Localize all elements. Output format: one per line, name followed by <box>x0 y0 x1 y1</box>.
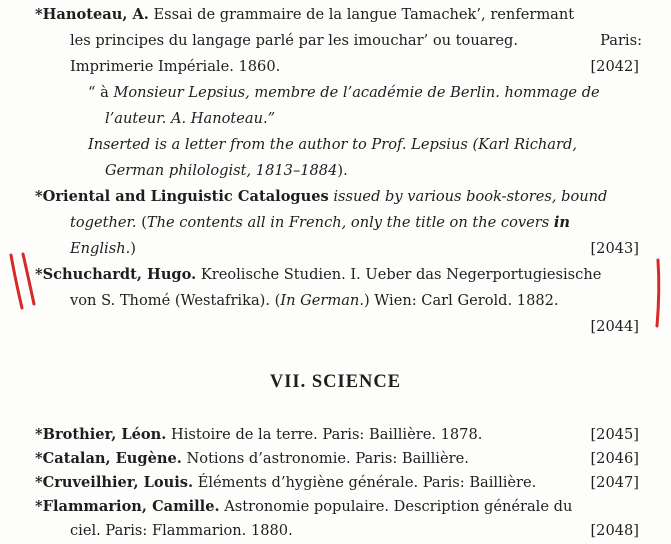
entry-name: *Flammarion, Camille. <box>35 498 220 515</box>
entry-number: [2045] <box>590 426 639 443</box>
entry-number: [2047] <box>590 474 639 491</box>
entry-text: Éléments d’hygiène générale. Paris: Baillière. <box>197 474 537 491</box>
marker-stroke-3 <box>657 260 659 326</box>
entry-2042-dedication-2 <box>0 106 671 132</box>
dedication-quote: “ à <box>88 84 114 101</box>
entry-number: [2048] <box>590 522 639 539</box>
dedication-text: Monsieur Lepsius, membre de l’académie de Berlin. hommage de <box>113 84 600 101</box>
entry-2044-line-1 <box>0 262 671 288</box>
entry-2044-line-2 <box>0 288 671 314</box>
entry-name: *Hanoteau, A. <box>35 6 149 23</box>
entry-2043-line-3 <box>0 236 671 262</box>
entry-text: English. <box>70 240 131 257</box>
entry-text: issued by various book-stores, bound <box>333 188 608 205</box>
entry-text: les principes du langage parlé par les imouchar’ ou touareg. <box>70 32 519 49</box>
entry-text: ) <box>130 240 136 257</box>
entry-text: ( <box>141 214 147 231</box>
entry-number: [2042] <box>590 58 639 75</box>
marker-stroke-2 <box>23 254 34 304</box>
entry-name: *Catalan, Eugène. <box>35 450 182 467</box>
entry-number: [2044] <box>590 318 639 335</box>
entry-text: The contents all in French, only the title on the covers <box>146 214 550 231</box>
entry-name: *Oriental and Linguistic Catalogues <box>35 188 329 205</box>
entry-text: Kreolische Studien. I. Ueber das Negerportugiesische <box>200 266 602 283</box>
dedication-text: l’auteur. A. Hanoteau.” <box>105 110 276 127</box>
note-text: ). <box>337 162 348 179</box>
entry-2042-note-1 <box>0 132 671 158</box>
entry-number: [2043] <box>590 240 639 257</box>
entry-text: Imprimerie Impériale. 1860. <box>70 58 281 75</box>
entry-name: *Schuchardt, Hugo. <box>35 266 197 283</box>
entry-2046 <box>0 446 671 472</box>
entry-text: In German. <box>280 292 364 309</box>
entry-2044-line-3 <box>0 314 671 340</box>
entry-2048-line-1 <box>0 494 671 520</box>
entry-2045 <box>0 422 671 448</box>
right-margin-marker <box>648 256 668 332</box>
entry-text: Paris: <box>600 32 642 49</box>
entry-name: *Brothier, Léon. <box>35 426 167 443</box>
entry-text: together. <box>70 214 137 231</box>
entry-2043-line-1 <box>0 184 671 210</box>
entry-text: Histoire de la terre. Paris: Baillière. 1878. <box>170 426 483 443</box>
note-text: Inserted is a letter from the author to Prof. Lepsius (Karl Richard, <box>88 136 577 153</box>
entry-2043-line-2 <box>0 210 671 236</box>
entry-text: Essai de grammaire de la langue Tamachek’, renfermant <box>153 6 575 23</box>
marker-stroke-1 <box>11 255 22 308</box>
entry-2047 <box>0 470 671 496</box>
entry-text: ciel. Paris: Flammarion. 1880. <box>70 522 293 539</box>
left-margin-marker <box>6 250 46 320</box>
entry-2042-note-2 <box>0 158 671 184</box>
section-heading: VII. SCIENCE <box>269 372 402 392</box>
entry-2042-line-1 <box>0 2 671 28</box>
entry-2048-line-2 <box>0 518 671 544</box>
entry-text: Notions d’astronomie. Paris: Baillière. <box>186 450 469 467</box>
entry-text: in <box>553 214 570 231</box>
entry-name: *Cruveilhier, Louis. <box>35 474 194 491</box>
note-text: German philologist, 1813–1884 <box>105 162 338 179</box>
entry-text: ) Wien: Carl Gerold. 1882. <box>363 292 559 309</box>
entry-text: Astronomie populaire. Description générale du <box>224 498 573 515</box>
entry-2042-line-2 <box>0 28 671 54</box>
entry-2042-line-3 <box>0 54 671 80</box>
entry-number: [2046] <box>590 450 639 467</box>
entry-2042-dedication-1 <box>0 80 671 106</box>
entry-text: von S. Thomé (Westafrika). ( <box>70 292 281 309</box>
